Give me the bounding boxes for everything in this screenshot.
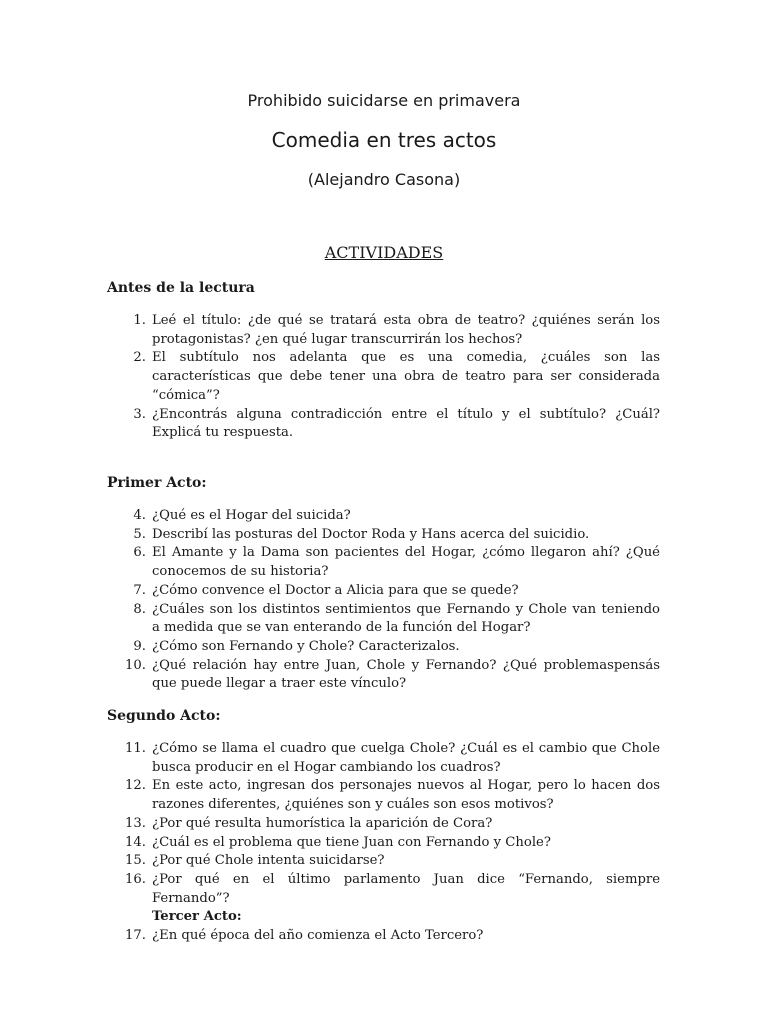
list-item (110, 638, 660, 657)
item-text: ¿Cómo convence el Doctor a Alicia para que se quede? (152, 582, 519, 598)
list-item (110, 312, 660, 349)
list-item (110, 927, 660, 946)
section-heading-first-act: Primer Acto: (107, 475, 207, 491)
item-number: 9. (133, 638, 146, 654)
doc-subtitle: Comedia en tres actos (271, 128, 497, 152)
item-text: El subtítulo nos adelanta que es una comedia, ¿cuáles son las características que debe tener una obra de teatro para ser considerada “cómica”? (152, 350, 660, 403)
list-item (110, 740, 660, 777)
item-text: El Amante y la Dama son pacientes del Hogar, ¿cómo llegaron ahí? ¿Qué conocemos de su historia? (152, 545, 660, 580)
doc-title: Prohibido suicidarse en primavera (247, 91, 521, 110)
item-text: ¿En qué época del año comienza el Acto Tercero? (152, 928, 484, 944)
doc-author: (Alejandro Casona) (307, 170, 461, 189)
item-text: ¿Cuáles son los distintos sentimientos que Fernando y Chole van teniendo a medida que se van enterando de la función del Hogar? (152, 601, 660, 636)
item-text: ¿Por qué resulta humorística la aparición de Cora? (152, 815, 493, 831)
list-item (110, 349, 660, 405)
section-heading-second-act: Segundo Acto: (107, 708, 221, 724)
item-number: 6. (133, 545, 146, 561)
list-item (110, 544, 660, 581)
item-number: 8. (133, 601, 146, 617)
activities-heading: ACTIVIDADES (324, 243, 444, 262)
question-list-second-act (110, 740, 660, 946)
item-number: 4. (133, 508, 146, 523)
list-item (110, 834, 660, 853)
item-number: 1. (133, 313, 146, 328)
item-number: 5. (133, 526, 146, 542)
list-item (110, 852, 660, 871)
item-text: ¿Encontrás alguna contradicción entre el título y el subtítulo? ¿Cuál? Explicá tu respuesta. (152, 406, 660, 441)
item-text: Leé el título: ¿de qué se tratará esta obra de teatro? ¿quiénes serán los protagonistas? ¿en qué lugar transcurrirán los hechos? (152, 313, 660, 347)
third-act-heading: Tercer Acto: (152, 909, 242, 925)
list-item (110, 871, 660, 927)
list-item (110, 657, 660, 694)
item-number: 3. (133, 406, 146, 422)
item-text: En este acto, ingresan dos personajes nuevos al Hogar, pero lo hacen dos razones diferentes, ¿quiénes son y cuáles son esos motivos? (152, 778, 660, 813)
item-number: 15. (125, 853, 146, 869)
item-number: 17. (125, 928, 146, 944)
list-item (110, 601, 660, 638)
list-item (110, 815, 660, 834)
list-item (110, 406, 660, 443)
list-item (110, 777, 660, 814)
list-item (110, 582, 660, 601)
item-text: ¿Por qué en el último parlamento Juan dice “Fernando, siempre Fernando”? (152, 871, 660, 906)
question-list-first-act (110, 507, 660, 694)
item-text: ¿Por qué Chole intenta suicidarse? (152, 853, 385, 869)
item-number: 16. (125, 871, 146, 887)
item-number: 14. (125, 834, 146, 850)
item-number: 12. (125, 778, 146, 794)
item-text: ¿Qué es el Hogar del suicida? (152, 508, 351, 523)
item-number: 10. (125, 657, 146, 673)
item-number: 7. (133, 582, 146, 598)
item-text: ¿Cómo son Fernando y Chole? Caracterizalos. (152, 638, 460, 654)
item-text: ¿Cuál es el problema que tiene Juan con Fernando y Chole? (152, 834, 551, 850)
item-number: 2. (133, 350, 146, 366)
list-item (110, 507, 660, 526)
question-list-before-reading (110, 312, 660, 443)
item-text: ¿Qué relación hay entre Juan, Chole y Fernando? ¿Qué problemaspensás que puede llegar a traer este vínculo? (152, 657, 660, 692)
item-text: Describí las posturas del Doctor Roda y Hans acerca del suicidio. (152, 526, 590, 542)
item-number: 11. (125, 741, 146, 756)
item-number: 13. (125, 815, 146, 831)
list-item (110, 526, 660, 545)
item-text: ¿Cómo se llama el cuadro que cuelga Chole? ¿Cuál es el cambio que Chole busca producir en el Hogar cambiando los cuadros? (152, 741, 660, 775)
section-heading-before-reading: Antes de la lectura (107, 280, 255, 296)
